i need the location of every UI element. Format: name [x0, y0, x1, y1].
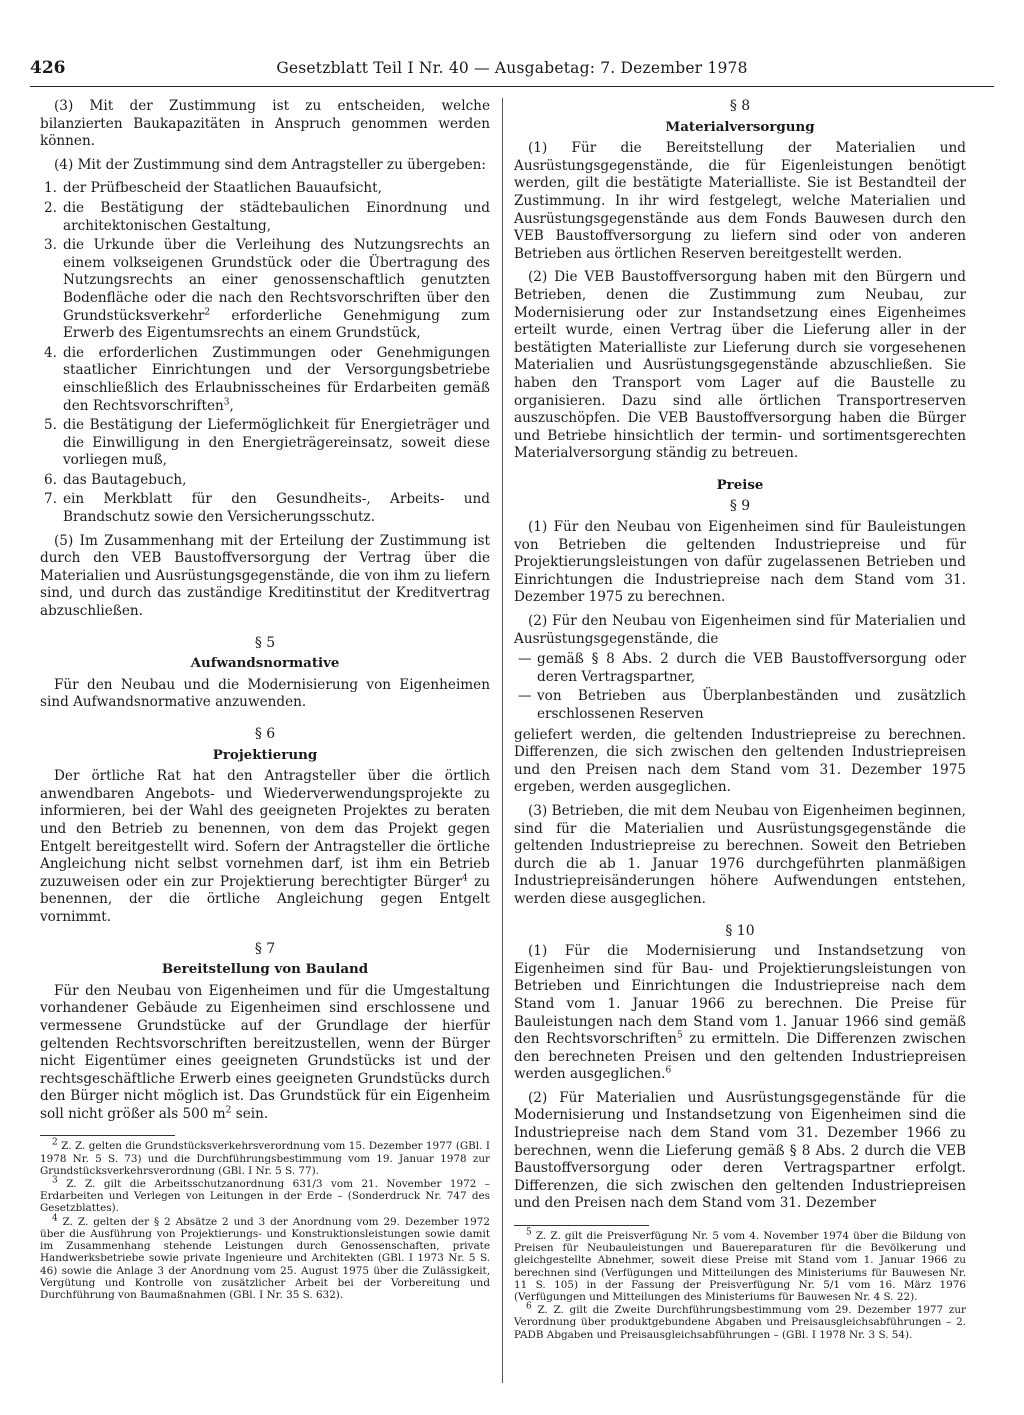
paragraph-4-5: (5) Im Zusammenhang mit der Erteilung der Zustimmung ist durch den VEB Baustoffversorgung der Vertrag über die Materialien und Ausrüstungsgegenstände, die von ihm zu liefern sind, und durch das zuständige Kreditinstitut der Kreditvertrag abzuschließen.	[40, 532, 490, 620]
footnote-5: $^5$ Z. Z. gilt die Preisverfügung Nr. 5 vom 4. November 1974 über die Bildung von Preisen für Neubauleistungen und Bauereparaturen für die Bevölkerung und gleichgestellte Abnehmer, soweit diese Preise mit Stand vom 1. Januar 1966 zu berechnen sind (Verfügungen und Mitteilungen des Ministeriums für Bauwesen Nr. 11 S. 105) in der Fassung der Preisverfügung Nr. 5/1 vom 16. März 1976 (Verfügungen und Mitteilungen des Ministeriums für Bauwesen Nr. 4 S. 22).	[514, 1227, 966, 1304]
paragraph-8-2: (2) Die VEB Baustoffversorgung haben mit den Bürgern und Betrieben, denen die Zustimmung zum Neubau, zur Modernisierung oder zur Instandsetzung eines Eigenheimes erteilt wurde, einen Vertrag über die Lieferung aller in der bestätigten Materialliste zur Lieferung durch sie vorgesehenen Materialien und Ausrüstungsgegenstände abzuschließen. Sie haben den Transport vom Lager auf die Baustelle zu organisieren. Dazu sind alle örtlichen Transportreserven auszuschöpfen. Die VEB Baustoffversorgung haben die Bürger und Betriebe hinsichtlich der termin- und sortimentsgerechten Materialversorgung ständig zu betreuen.	[514, 269, 966, 462]
section-7-number: § 7	[254, 940, 276, 957]
section-5-number: § 5	[254, 634, 276, 651]
section-10-number: § 10	[725, 922, 755, 939]
section-8-number: § 8	[729, 98, 751, 114]
section-5-text: Für den Neubau und die Modernisierung von Eigenheimen sind Aufwandsnormative anzuwenden.	[40, 676, 490, 711]
paragraph-4-4: (4) Mit der Zustimmung sind dem Antragsteller zu übergeben:	[54, 156, 486, 173]
section-7-text: Für den Neubau von Eigenheimen und für die Umgestaltung vorhandener Gebäude zu Eigenheimen sind erschlossene und vermessene Grundstücke auf der Grundlage der hierfür geltenden Rechtsvorschriften bereitzustellen, wenn der Bürger nicht Eigentümer eines geeigneten Grundstücks ist und der rechtsgeschäftliche Erwerb eines geeigneten Grundstücks durch den Bürger nicht möglich ist. Das Grundstück für ein Eigenheim soll nicht größer als 500 $m^2$ sein.	[40, 982, 490, 1122]
section-8-title: Materialversorgung	[665, 118, 815, 135]
paragraph-9-2-continued: geliefert werden, die geltenden Industriepreise zu berechnen. Differenzen, die sich zwischen den geltenden Industriepreisen und den Preisen nach dem Stand vom 31. Dezember 1975 ergeben, werden ausgeglichen.	[514, 726, 966, 796]
column-divider	[502, 98, 503, 1383]
supplier-list	[514, 651, 966, 723]
section-6-text: Der örtliche Rat hat den Antragsteller über die örtlich anwendbaren Angebots- und Wiederverwendungsprojekte zu informieren, bei der Wahl des geeigneten Projektes zu beraten und den Betrieb zu benennen, von dem das Projekt gegen Entgelt bereitgestellt wird. Sofern der Antragsteller die örtliche Angleichung nicht selbst vornehmen darf, ist ihm ein Betrieb zuzuweisen oder ein zur Projektierung berechtigter Bürger$^4$ zu benennen, der die örtliche Angleichung gegen Entgelt vornimmt.	[40, 768, 490, 925]
footnote-3: $^3$ Z. Z. gilt die Arbeitsschutzanordnung 631/3 vom 21. November 1972 – Erdarbeiten und Verlegen von Leitungen in der Erde – (Sonderdruck Nr. 747 des Gesetzblattes).	[40, 1175, 490, 1215]
footnote-rule	[514, 1225, 649, 1226]
paragraph-10-2: (2) Für Materialien und Ausrüstungsgegenstände für die Modernisierung und Instandsetzung von Eigenheimen sind die Industriepreise nach dem Stand vom 31. Dezember 1966 zu berechnen, wenn die Lieferung gemäß § 8 Abs. 2 durch die VEB Baustoffversorgung oder deren Vertragspartner erfolgt. Differenzen, die sich zwischen den geltenden Industriepreisen und den Preisen nach dem Stand vom 31. Dezember	[514, 1089, 966, 1212]
list-item: 4. die erforderlichen Zustimmungen oder Genehmigungen staatlicher Einrichtungen und der Versorgungsbetriebe einschließlich des Erlaubnisscheines für Erdarbeiten gemäß den Rechtsvorschriften$^3$,	[44, 344, 490, 414]
paragraph-10-1: (1) Für die Modernisierung und Instandsetzung von Eigenheimen sind für Bau- und Projektierungsleistungen von Betrieben und Einrichtungen die Industriepreise nach dem Stand vom 1. Januar 1966 zu berechnen. Die Preise für Bauleistungen nach dem Stand vom 1. Januar 1966 sind gemäß den Rechtsvorschriften$^5$ zu ermitteln. Die Differenzen zwischen den berechneten Preisen und den geltenden Industriepreisen werden ausgeglichen.$^6$	[514, 943, 966, 1083]
section-7-title: Bereitstellung von Bauland	[161, 961, 369, 978]
footnote-2: $^2$ Z. Z. gelten die Grundstücksverkehrsverordnung vom 15. Dezember 1977 (GBl. I 1978 Nr. 5 S. 73) und die Durchführungsbestimmung vom 19. Januar 1978 zur Grundstücksverkehrsverordnung (GBl. I Nr. 5 S. 77).	[40, 1138, 490, 1177]
list-item: 7. ein Merkblatt für den Gesundheits-, Arbeits- und Brandschutz sowie den Versicherungsschutz.	[44, 491, 490, 526]
paragraph-4-3: (3) Mit der Zustimmung ist zu entscheiden, welche bilanzierten Baukapazitäten in Anspruch genommen werden können.	[40, 98, 490, 150]
list-item: 3. die Urkunde über die Verleihung des Nutzungsrechts an einem volkseigenen Grundstück oder die Übertragung des Nutzungsrechts an einer genossenschaftlich genutzten Bodenfläche oder die nach den Rechtsvorschriften über den Grundstücksverkehr$^2$ erforderliche Genehmigung zum Erwerb des Eigentumsrechts an einem Grundstück,	[44, 237, 490, 342]
list-item: 6. das Bautagebuch,	[44, 471, 187, 488]
paragraph-8-1: (1) Für die Bereitstellung der Materialien und Ausrüstungsgegenstände, die für Eigenleistungen benötigt werden, gilt die bestätigte Materialliste. Sie ist Bestandteil der Zustimmung. In ihr wird festgelegt, welche Materialien und Ausrüstungsgegenstände aus dem Fonds Bauwesen durch den VEB Baustoffversorgung zu liefern sind oder von anderen Betrieben aus örtlichen Reserven bereitgestellt werden.	[514, 140, 966, 262]
running-title: Gesetzblatt Teil I Nr. 40 — Ausgabetag: 7. Dezember 1978	[276, 59, 748, 77]
section-5-title: Aufwandsnormative	[190, 655, 340, 672]
handover-list	[40, 180, 490, 526]
list-item: 1. der Prüfbescheid der Staatlichen Bauaufsicht,	[44, 180, 382, 197]
list-item: 2. die Bestätigung der städtebaulichen Einordnung und architektonischen Gestaltung,	[44, 199, 490, 234]
footnote-6: $^6$ Z. Z. gilt die Zweite Durchführungsbestimmung vom 29. Dezember 1977 zur Verordnung über produktgebundene Abgaben und Preisausgleichsabführungen – 2. PADB Abgaben und Preisausgleichsabführungen – (GBl. I 1978 Nr. 3 S. 54).	[514, 1301, 966, 1341]
paragraph-9-1: (1) Für den Neubau von Eigenheimen sind für Bauleistungen von Betrieben die geltenden Industriepreise und für Projektierungsleistungen von dafür zugelassenen Betrieben und Einrichtungen die Industriepreise nach dem Stand vom 31. Dezember 1975 zu berechnen.	[514, 519, 966, 606]
right-column	[514, 98, 966, 1342]
section-9-number: § 9	[729, 498, 751, 515]
paragraph-9-3: (3) Betrieben, die mit dem Neubau von Eigenheimen beginnen, sind für die Materialien und Ausrüstungsgegenstände die geltenden Industriepreise zu berechnen. Soweit den Betrieben durch die ab 1. Januar 1976 durchgeführten planmäßigen Industriepreisänderungen höhere Aufwendungen entstehen, werden diese ausgeglichen.	[514, 802, 966, 907]
list-item: — von Betrieben aus Überplanbeständen und zusätzlich erschlossenen Reserven	[518, 688, 966, 722]
left-column	[40, 98, 490, 1302]
paragraph-9-2: (2) Für den Neubau von Eigenheimen sind für Materialien und Ausrüstungsgegenstände, die	[514, 613, 966, 647]
heading-preise: Preise	[716, 476, 764, 493]
section-6-title: Projektierung	[212, 746, 318, 763]
page-number: 426	[30, 58, 66, 78]
list-item: — gemäß § 8 Abs. 2 durch die VEB Baustoffversorgung oder deren Vertragspartner,	[518, 651, 966, 685]
footnote-rule	[40, 1135, 175, 1136]
page-header	[30, 58, 994, 87]
section-6-number: § 6	[254, 726, 276, 742]
footnote-4: $^4$ Z. Z. gelten der § 2 Absätze 2 und 3 der Anordnung vom 29. Dezember 1972 über die Ausführung von Projektierungs- und Konstruktionsleistungen sowie damit im Zusammenhang stehende Leistungen durch Genossenschaften, private Handwerksbetriebe sowie private Ingenieure und Architekten (GBl. I 1973 Nr. 5 S. 46) sowie die Anlage 3 der Anordnung vom 25. August 1975 über die Zulässigkeit, Vergütung und Kontrolle von zusätzlicher Arbeit bei der Vorbereitung und Durchführung von Baumaßnahmen (GBl. I Nr. 35 S. 632).	[40, 1213, 490, 1301]
list-item: 5. die Bestätigung der Liefermöglichkeit für Energieträger und die Einwilligung in den Energieträgereinsatz, soweit diese vorliegen muß,	[44, 417, 490, 469]
